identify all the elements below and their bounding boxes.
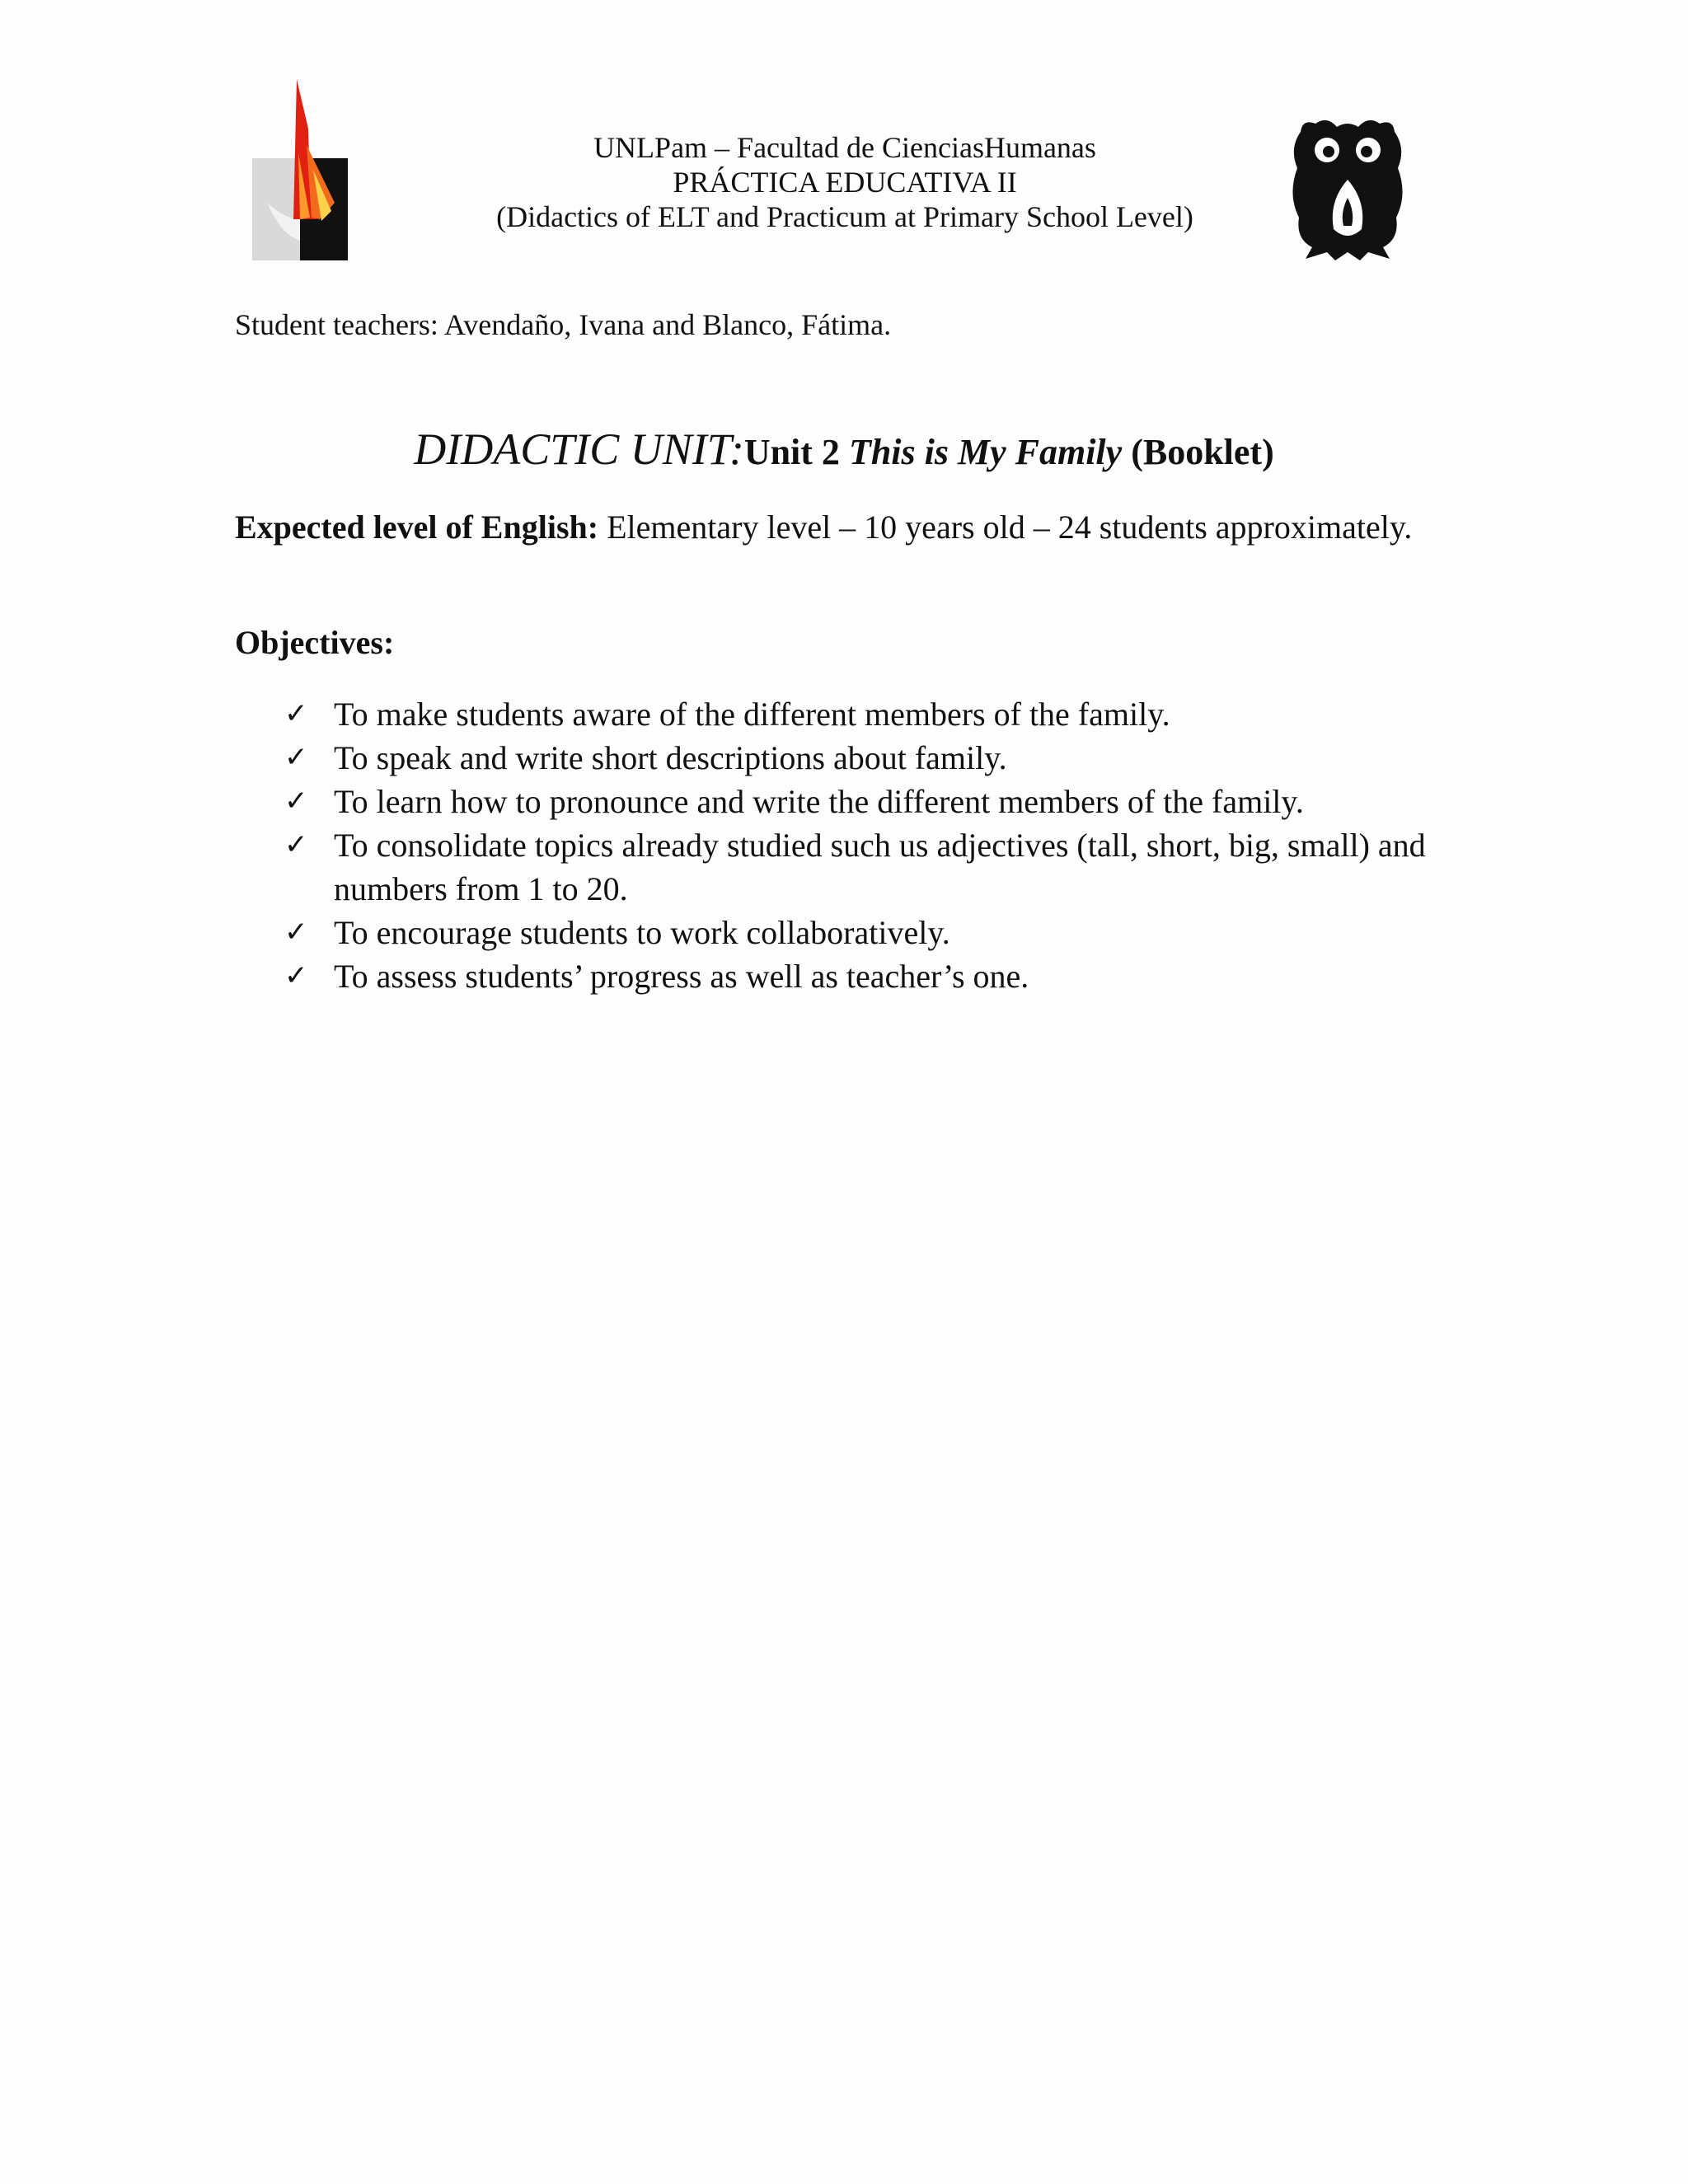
- objective-text: To learn how to pronounce and write the different members of the family.: [334, 783, 1304, 820]
- course-subtitle-line: (Didactics of ELT and Practicum at Primary School Level): [496, 200, 1193, 233]
- student-teachers: Student teachers: Avendaño, Ivana and Blanco, Fátima.: [235, 308, 892, 341]
- list-item: [235, 736, 1471, 780]
- list-item: [235, 692, 1471, 736]
- institution-line: UNLPam – Facultad de CienciasHumanas: [593, 131, 1096, 164]
- objective-text: To speak and write short descriptions about family.: [334, 739, 1007, 776]
- objectives-list: [235, 692, 1471, 998]
- check-icon: ✓: [284, 741, 308, 774]
- owl-logo: [1286, 115, 1409, 262]
- objectives-heading: Objectives:: [235, 624, 395, 661]
- course-line: PRÁCTICA EDUCATIVA II: [673, 166, 1017, 199]
- objective-text: To make students aware of the different members of the family.: [334, 696, 1170, 733]
- list-item: [235, 823, 1471, 911]
- list-item: [235, 954, 1471, 998]
- check-icon: ✓: [284, 916, 308, 949]
- title-prefix: DIDACTIC UNIT:: [414, 424, 744, 474]
- objective-text: To assess students’ progress as well as teacher’s one.: [334, 958, 1029, 995]
- check-icon: ✓: [284, 959, 308, 992]
- objective-text: To consolidate topics already studied such us adjectives (tall, short, big, small) and numbers from 1 to 20.: [334, 827, 1426, 907]
- level-label: Expected level of English:: [235, 509, 599, 546]
- document-header: [0, 0, 1688, 272]
- list-item: [235, 780, 1471, 823]
- check-icon: ✓: [284, 828, 308, 861]
- didactic-unit-title: [0, 420, 1688, 481]
- list-item: [235, 911, 1471, 954]
- check-icon: ✓: [284, 785, 308, 818]
- title-name: This is My Family: [848, 432, 1123, 472]
- title-suffix: (Booklet): [1122, 432, 1274, 472]
- objective-text: To encourage students to work collaboratively.: [334, 914, 950, 951]
- check-icon: ✓: [284, 697, 308, 730]
- university-logo: [249, 79, 351, 260]
- level-value: Elementary level – 10 years old – 24 students approximately.: [598, 509, 1413, 546]
- expected-level: [235, 506, 1412, 549]
- title-unit: Unit 2: [743, 432, 849, 472]
- header-text: [412, 130, 1278, 234]
